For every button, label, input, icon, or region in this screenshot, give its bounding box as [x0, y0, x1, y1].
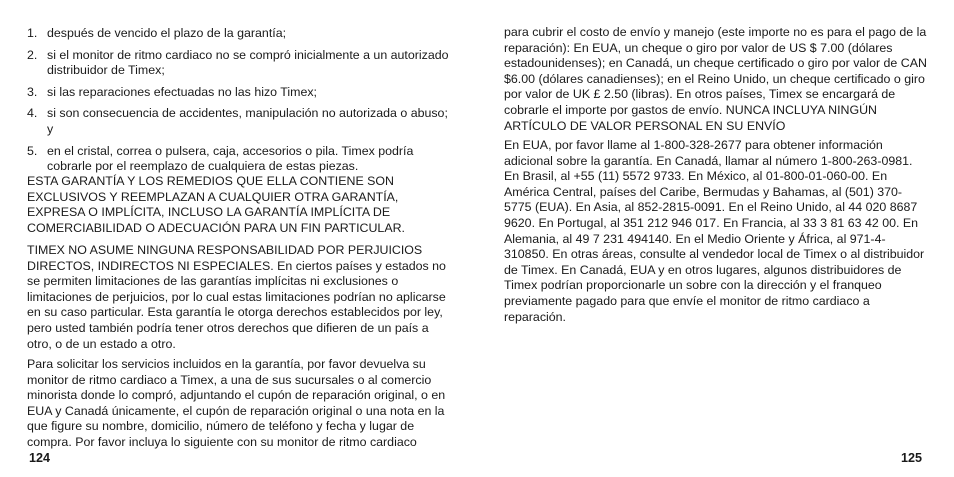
left-page [27, 0, 452, 477]
right-page [504, 0, 928, 477]
list-number: 2. [27, 47, 38, 62]
list-item [27, 85, 452, 101]
list-text: si el monitor de ritmo cardiaco no se compró inicialmente a un autorizado distribuidor de Timex; [47, 47, 449, 78]
exclusions-list [27, 26, 452, 181]
list-text: si las reparaciones efectuadas no las hizo Timex; [47, 84, 317, 99]
contact-paragraph: En EUA, por favor llame al 1-800-328-2677 para obtener información adicional sobre la garantía. En Canadá, llamar al número 1-800-263-0981. En Brasil, al +55 (11) 5572 9733. En México, al 01-800-01-060-00. En América Central, países del Caribe, Bermudas y Bahamas, al (501) 370-5775 (EUA). En Asia, al 852-2815-0091. En el Reino Unido, al 44 020 8687 9620. En Portugal, al 351 212 946 017. En Francia, al 33 3 81 63 42 00. En Alemania, al 49 7 231 494140. En el Medio Oriente y África, al 971-4-310850. En otras áreas, consulte al vendedor local de Timex o al distribuidor de Timex. En Canadá, EUA y en otros lugares, algunos distribuidores de Timex podrían proporcionarle un sobre con la dirección y el franqueo previamente pagado para que envíe el monitor de ritmo cardiaco a reparación. [504, 138, 925, 324]
list-number: 5. [27, 143, 38, 158]
list-item [27, 26, 452, 42]
list-number: 1. [27, 26, 38, 40]
list-text: en el cristal, correa o pulsera, caja, accesorios o pila. Timex podría cobrarle por el reemplazo de cualquiera de estas piezas. [47, 143, 414, 174]
list-text: si son consecuencia de accidentes, manipulación no autorizada o abuso; y [47, 106, 448, 136]
list-item [27, 48, 452, 79]
list-item [27, 144, 452, 175]
list-item [27, 106, 452, 137]
list-number: 3. [27, 84, 38, 99]
warranty-disclaimer: ESTA GARANTÍA Y LOS REMEDIOS QUE ELLA CONTIENE SON EXCLUSIVOS Y REEMPLAZAN A CUALQUIER OTRA GARANTÍA, EXPRESA O IMPLÍCITA, INCLUSO LA GARANTÍA IMPLÍCITA DE COMERCIABILIDAD O ADECUACIÓN PARA UN FIN PARTICULAR. [27, 174, 405, 235]
list-text: después de vencido el plazo de la garantía; [47, 26, 287, 40]
list-number: 4. [27, 106, 38, 121]
shipping-cost-paragraph: para cubrir el costo de envío y manejo (este importe no es para el pago de la reparación): En EUA, un cheque o giro por valor de US $ 7.00 (dólares estadounidenses); en Canadá, un cheque certificado o giro por valor de CAN $6.00 (dólares canadienses); en el Reino Unido, un cheque certificado o giro por valor de UK £ 2.50 (libras). En otros países, Timex se encargará de cobrarle el importe por gastos de envío. NUNCA INCLUYA NINGÚN ARTÍCULO DE VALOR PERSONAL EN SU ENVÍO [504, 25, 927, 133]
liability-paragraph: TIMEX NO ASUME NINGUNA RESPONSABILIDAD POR PERJUICIOS DIRECTOS, INDIRECTOS NI ESPECIALES. En ciertos países y estados no se permiten limitaciones de las garantías implícitas ni exclusiones o limitaciones de perjuicios, por lo cual estas limitaciones podrían no aplicarse en su caso particular. Esta garantía le otorga derechos establecidos por ley, pero usted también podría tener otros derechos que difieren de un país a otro, o de un estado a otro. [27, 243, 446, 351]
page-number: 124 [29, 451, 51, 465]
service-paragraph: Para solicitar los servicios incluidos en la garantía, por favor devuelva su monitor de ritmo cardiaco a Timex, a una de sus sucursales o al comercio minorista donde lo compró, adjuntando el cupón de reparación original, o en EUA y Canadá únicamente, el cupón de reparación original o una nota en la que figure su nombre, domicilio, número de teléfono y fecha y lugar de compra. Por favor incluya lo siguiente con su monitor de ritmo cardiaco [27, 357, 446, 449]
page-number: 125 [901, 451, 923, 465]
